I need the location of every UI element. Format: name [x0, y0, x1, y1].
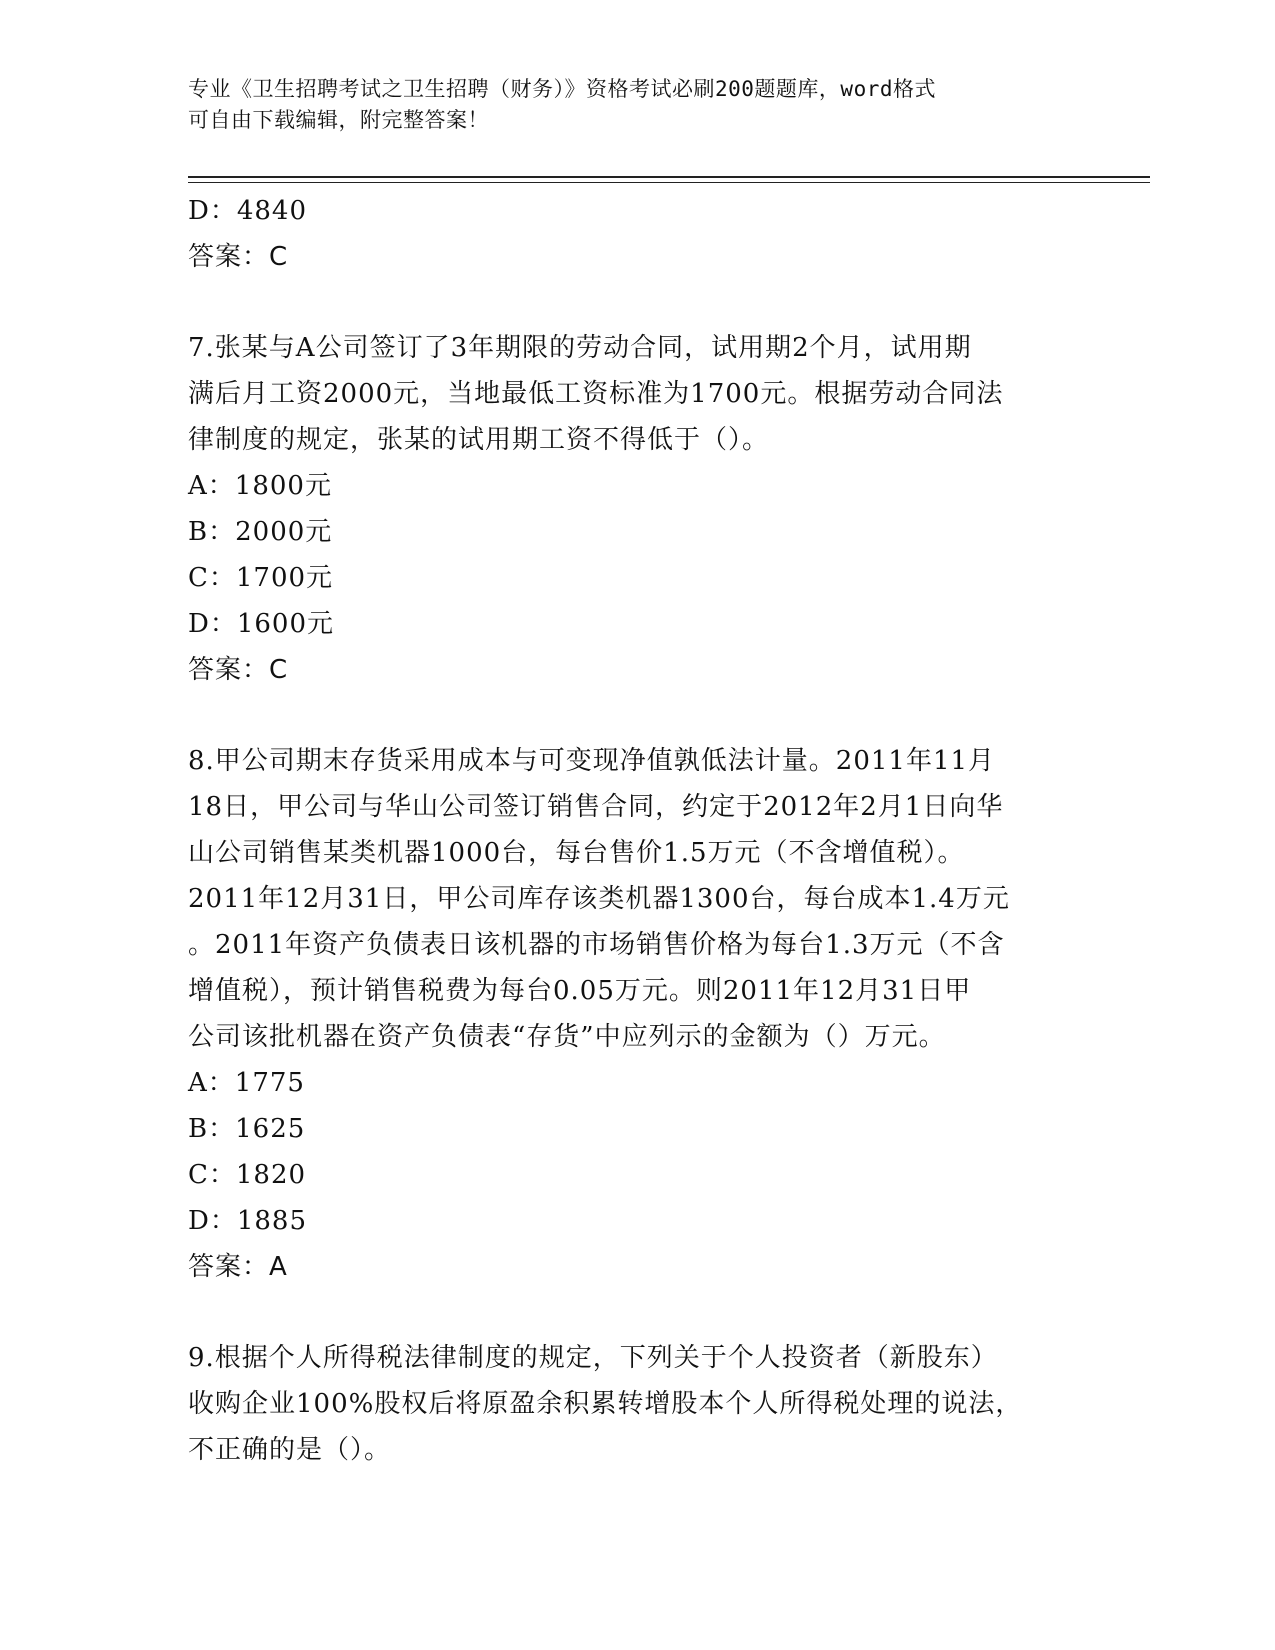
prev-option-d: D：4840 [188, 196, 308, 226]
question-8-line: 公司该批机器在资产负债表“存货”中应列示的金额为（）万元。 [188, 1022, 946, 1052]
question-8-line: 8.甲公司期末存货采用成本与可变现净值孰低法计量。2011年11月 [188, 746, 996, 776]
question-content [188, 188, 1088, 1473]
question-7-option-b: B：2000元 [188, 517, 333, 547]
question-9-line: 收购企业100%股权后将原盈余积累转增股本个人所得税处理的说法， [188, 1389, 1023, 1419]
question-9 [188, 1335, 1088, 1473]
question-7-option-c: C：1700元 [188, 563, 334, 593]
question-8-answer: 答案：A [188, 1252, 288, 1282]
question-8-line: 2011年12月31日，甲公司库存该类机器1300台，每台成本1.4万元 [188, 884, 1010, 914]
question-7-answer: 答案：C [188, 655, 289, 685]
question-8-line: 山公司销售某类机器1000台，每台售价1.5万元（不含增值税）。 [188, 838, 965, 868]
header-line-1: 专业《卫生招聘考试之卫生招聘（财务）》资格考试必刷200题题库，word格式 [188, 77, 936, 101]
question-7-line: 律制度的规定，张某的试用期工资不得低于（）。 [188, 425, 770, 455]
question-7-option-d: D：1600元 [188, 609, 335, 639]
question-9-line: 9.根据个人所得税法律制度的规定，下列关于个人投资者（新股东） [188, 1343, 998, 1373]
question-7-line: 满后月工资2000元，当地最低工资标准为1700元。根据劳动合同法 [188, 379, 1004, 409]
question-7-line: 7.张某与A公司签订了3年期限的劳动合同，试用期2个月，试用期 [188, 333, 972, 363]
question-7-option-a: A：1800元 [188, 471, 332, 501]
question-8-option-b: B：1625 [188, 1114, 306, 1144]
question-8-line: 18日，甲公司与华山公司签订销售合同，约定于2012年2月1日向华 [188, 792, 1004, 822]
header-rule-thick [188, 176, 1150, 178]
document-header [188, 74, 1068, 136]
question-8-option-d: D：1885 [188, 1206, 308, 1236]
question-8-line: 。2011年资产负债表日该机器的市场销售价格为每台1.3万元（不含 [188, 930, 1005, 960]
header-rule-thin [188, 182, 1150, 183]
question-8-option-c: C：1820 [188, 1160, 307, 1190]
question-8-option-a: A：1775 [188, 1068, 305, 1098]
question-8 [188, 738, 1088, 1290]
question-9-line: 不正确的是（）。 [188, 1435, 392, 1465]
question-8-line: 增值税），预计销售税费为每台0.05万元。则2011年12月31日甲 [188, 976, 972, 1006]
prev-answer: 答案：C [188, 242, 289, 272]
header-line-2: 可自由下载编辑，附完整答案！ [188, 108, 489, 132]
question-7 [188, 325, 1088, 693]
